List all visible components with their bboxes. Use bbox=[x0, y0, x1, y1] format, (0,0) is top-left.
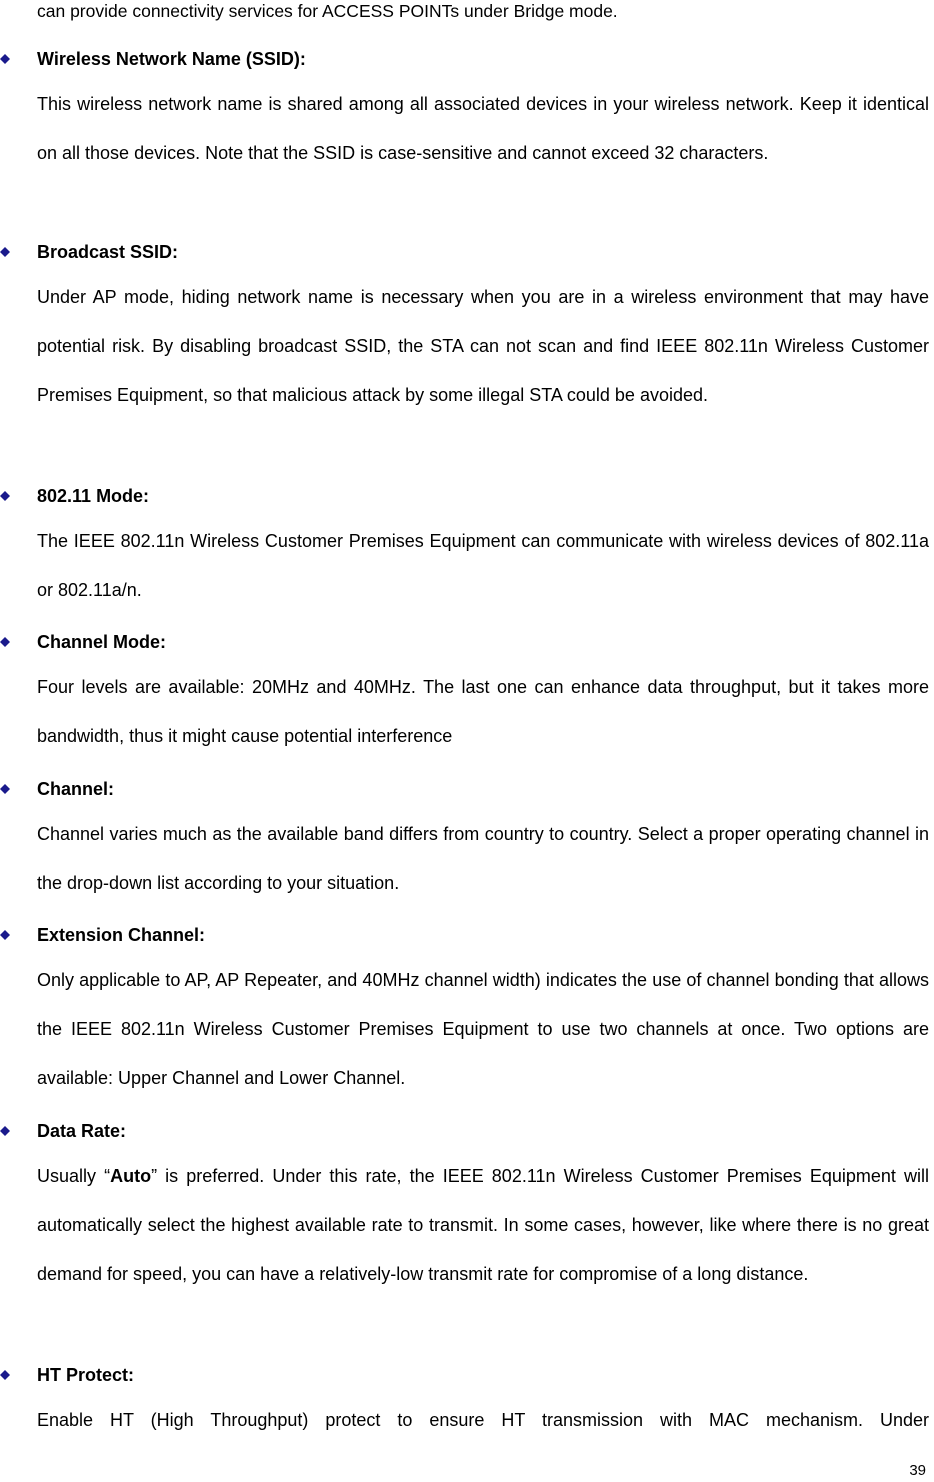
section-heading: Channel Mode: bbox=[37, 632, 166, 652]
section-body: The IEEE 802.11n Wireless Customer Premises Equipment can communicate with wireless devices of 802.11a or 802.11a/n. bbox=[37, 531, 929, 600]
section-body: Under AP mode, hiding network name is necessary when you are in a wireless environment that may have potential risk. By disabling broadcast SSID, the STA can not scan and find IEEE 802.11n Wireless Customer Premises Equipment, so that malicious attack by some illegal STA could be avoided. bbox=[37, 287, 929, 405]
diamond-bullet-icon bbox=[0, 637, 10, 647]
diamond-bullet-icon bbox=[0, 1370, 10, 1380]
body-text-before: Usually “ bbox=[37, 1166, 111, 1186]
diamond-bullet-icon bbox=[0, 491, 10, 501]
intro-paragraph: can provide connectivity services for ACCESS POINTs under Bridge mode. bbox=[37, 1, 618, 21]
section-heading: Extension Channel: bbox=[37, 925, 206, 945]
diamond-bullet-icon bbox=[0, 247, 10, 257]
section-body bbox=[37, 1152, 929, 1299]
section-heading: Data Rate: bbox=[37, 1121, 127, 1141]
auto-emphasis: Auto bbox=[110, 1166, 152, 1186]
section-body: Four levels are available: 20MHz and 40MHz. The last one can enhance data throughput, but it takes more bandwidth, thus it might cause potential interference bbox=[37, 677, 929, 746]
diamond-bullet-icon bbox=[0, 930, 10, 940]
section-heading: Channel: bbox=[37, 779, 115, 799]
section-body: Enable HT (High Throughput) protect to ensure HT transmission with MAC mechanism. Under bbox=[37, 1410, 929, 1430]
body-text-after: ” is preferred. Under this rate, the IEEE 802.11n Wireless Customer Premises Equipment will automatically select the highest available rate to transmit. In some cases, however, like where there is no great demand for speed, you can have a relatively-low transmit rate for compromise of a long distance. bbox=[37, 1166, 929, 1284]
diamond-bullet-icon bbox=[0, 784, 10, 794]
section-heading: Wireless Network Name (SSID): bbox=[37, 49, 306, 69]
page-number: 39 bbox=[909, 1462, 926, 1479]
section-heading: 802.11 Mode: bbox=[37, 486, 150, 506]
section-body: This wireless network name is shared among all associated devices in your wireless network. Keep it identical on all those devices. Note that the SSID is case-sensitive and cannot exceed 32 characters. bbox=[37, 94, 929, 163]
diamond-bullet-icon bbox=[0, 54, 10, 64]
section-heading: HT Protect: bbox=[37, 1365, 135, 1385]
section-body: Only applicable to AP, AP Repeater, and 40MHz channel width) indicates the use of channel bonding that allows the IEEE 802.11n Wireless Customer Premises Equipment to use two channels at once. Two options are available: Upper Channel and Lower Channel. bbox=[37, 970, 929, 1088]
section-body: Channel varies much as the available band differs from country to country. Select a proper operating channel in the drop-down list according to your situation. bbox=[37, 824, 929, 893]
section-heading: Broadcast SSID: bbox=[37, 242, 179, 262]
diamond-bullet-icon bbox=[0, 1126, 10, 1136]
